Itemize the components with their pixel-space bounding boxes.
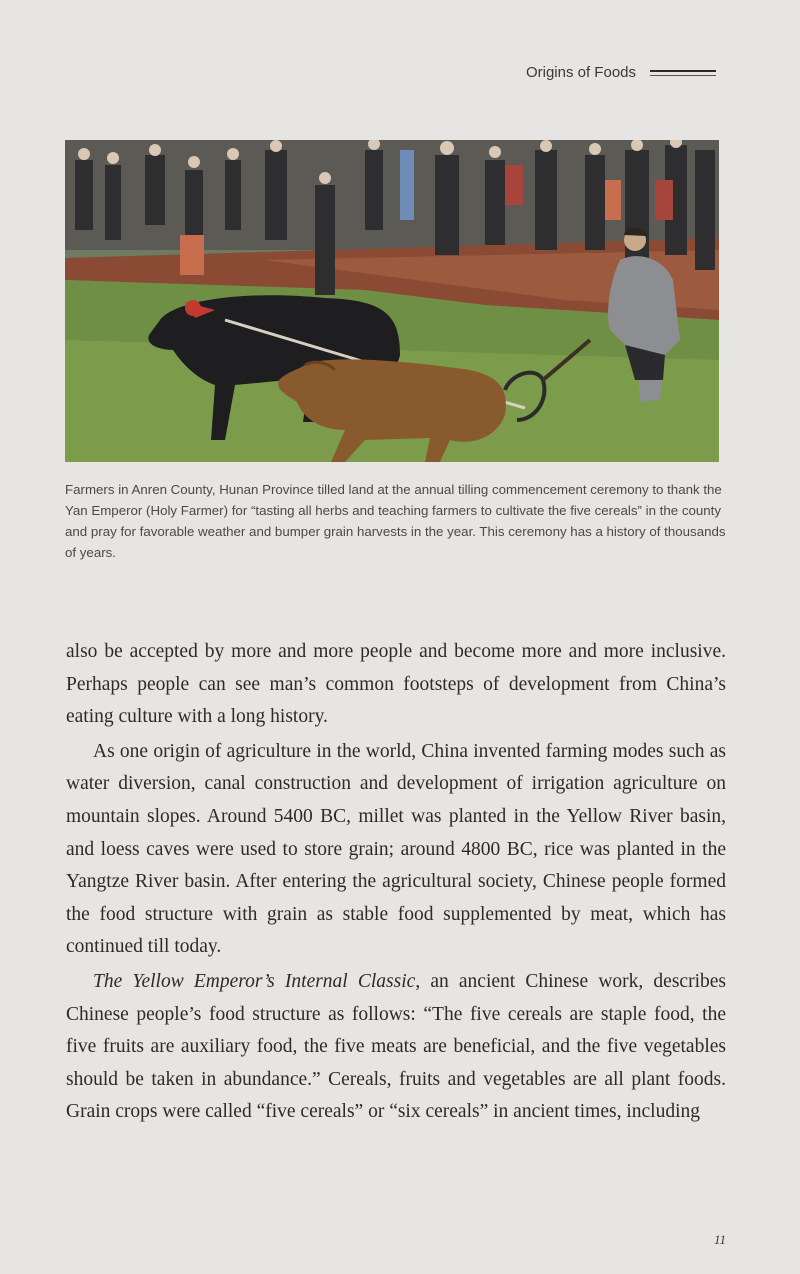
header-rule: [650, 70, 716, 76]
ceremony-photo: [65, 140, 719, 462]
paragraph: also be accepted by more and more people and become more and more inclusive. Perhaps people can see man’s common footsteps of development from China’s eating culture with a long history.: [66, 641, 726, 728]
running-header: [526, 64, 716, 81]
paragraph-text: , an ancient Chinese work, describes Chinese people’s food structure as follows: “The five cereals are staple food, the five fruits are auxiliary food, the five meats are beneficial, and the five vegetables should be taken in abundance.” Cereals, fruits and vegetables are all plant foods. Grain crops were called “five cereals” or “six cereals” in ancient times, including: [66, 970, 726, 1123]
paragraph: [66, 966, 726, 1129]
paragraph: As one origin of agriculture in the world, China invented farming modes such as water diversion, canal construction and development of irrigation agriculture on mountain slopes. Around 5400 BC, millet was planted in the Yellow River basin, and loess caves were used to store grain; around 4800 BC, rice was planted in the Yangtze River basin. After entering the agricultural society, Chinese people formed the food structure with grain as stable food supplemented by meat, which has continued till today.: [66, 740, 726, 958]
body-text: [66, 636, 726, 1129]
page-number: 11: [713, 1232, 726, 1247]
section-title: Origins of Foods: [525, 64, 636, 81]
book-title: The Yellow Emperor’s Internal Classic: [93, 970, 416, 992]
figure-caption: Farmers in Anren County, Hunan Province tilled land at the annual tilling commencement ceremony to thank the Yan Emperor (Holy Farmer) for “tasting all herbs and teaching farmers to cultivate the five cereals” in the county and pray for favorable weather and bumper grain harvests in the year. This ceremony has a history of thousands of years.: [65, 482, 726, 560]
